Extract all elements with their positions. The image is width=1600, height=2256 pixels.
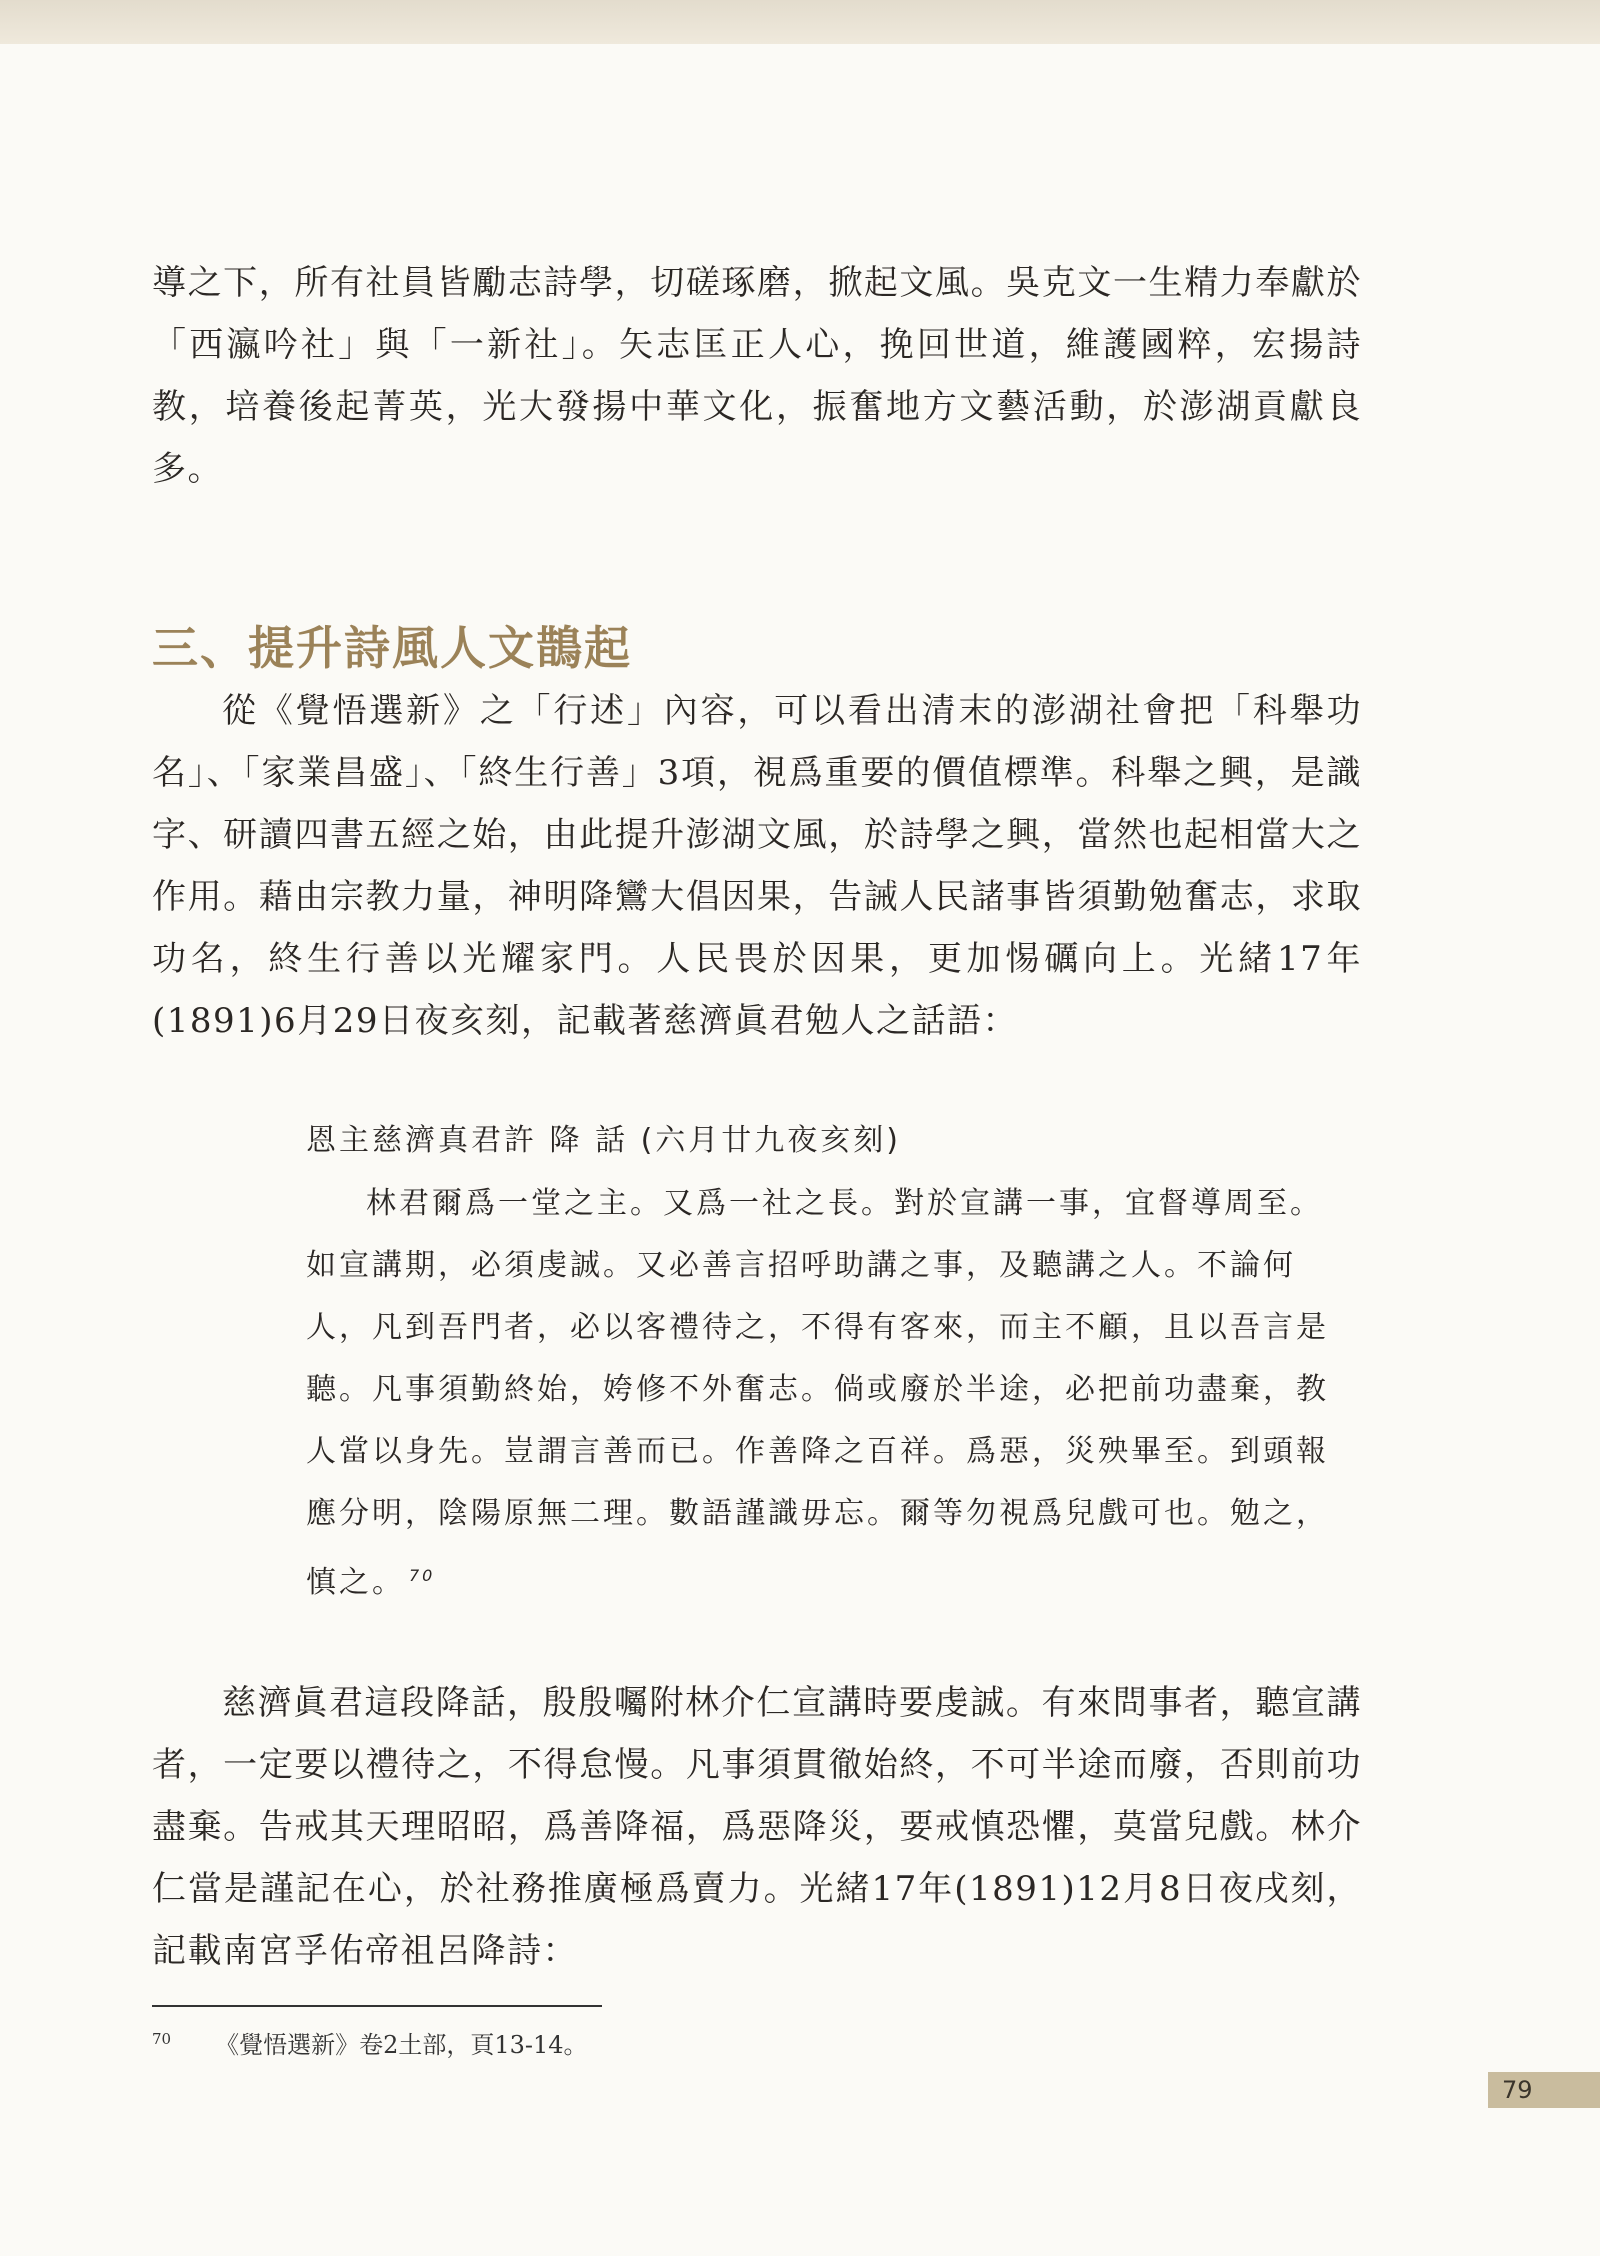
- footnote-divider: [152, 2005, 602, 2007]
- footnote: [152, 2025, 588, 2060]
- page-number: 79: [1488, 2072, 1600, 2108]
- paragraph-2: 從《覺悟選新》之「行述」內容，可以看出清末的澎湖社會把「科舉功名」、「家業昌盛」、「終生行善」3項，視爲重要的價值標準。科舉之興，是識字、研讀四書五經之始，由此提升澎湖文風，於詩學之興，當然也起相當大之作用。藉由宗教力量，神明降鸞大倡因果，告誡人民諸事皆須勤勉奮志，求取功名，終生行善以光耀家門。人民畏於因果，更加惕礪向上。光緒17年(1891)6月29日夜亥刻，記載著慈濟眞君勉人之話語：: [152, 691, 1362, 1041]
- paragraph-1: 導之下，所有社員皆勵志詩學，切磋琢磨，掀起文風。吳克文一生精力奉獻於「西瀛吟社」與「一新社」。矢志匡正人心，挽回世道，維護國粹，宏揚詩教，培養後起菁英，光大發揚中華文化，振奮地方文藝活動，於澎湖貢獻良多。: [152, 263, 1362, 489]
- page-top-edge: [0, 0, 1600, 44]
- footnote-number: 70: [152, 2030, 172, 2048]
- footnote-reference: 70: [409, 1566, 436, 1585]
- quote-title: 恩主慈濟真君許 降 話 (六月廿九夜亥刻): [306, 1123, 902, 1158]
- paragraph-3: 慈濟眞君這段降話，殷殷囑附林介仁宣講時要虔誠。有來問事者，聽宣講者，一定要以禮待之，不得怠慢。凡事須貫徹始終，不可半途而廢，否則前功盡棄。告戒其天理昭昭，爲善降福，爲惡降災，要戒慎恐懼，莫當兒戲。林介仁當是謹記在心，於社務推廣極爲賣力。光緒17年(1891)12月8日夜戌刻，記載南宮孚佑帝祖呂降詩：: [152, 1683, 1362, 1971]
- quote-body: [306, 1173, 1346, 1614]
- footnote-text: 《覺悟選新》卷2土部，頁13-14。: [215, 2031, 588, 2059]
- section-heading: 三、提升詩風人文鵲起: [152, 621, 632, 675]
- quote-body-text: 林君爾爲一堂之主。又爲一社之長。對於宣講一事，宜督導周至。如宣講期，必須虔誠。又必善言招呼助講之事，及聽講之人。不論何人，凡到吾門者，必以客禮待之，不得有客來，而主不顧，且以吾言是聽。凡事須勤終始，姱修不外奮志。倘或廢於半途，必把前功盡棄，教人當以身先。豈謂言善而已。作善降之百祥。爲惡，災殃畢至。到頭報應分明，陰陽原無二理。數語謹識毋忘。爾等勿視爲兒戲可也。勉之，慎之。: [306, 1186, 1329, 1600]
